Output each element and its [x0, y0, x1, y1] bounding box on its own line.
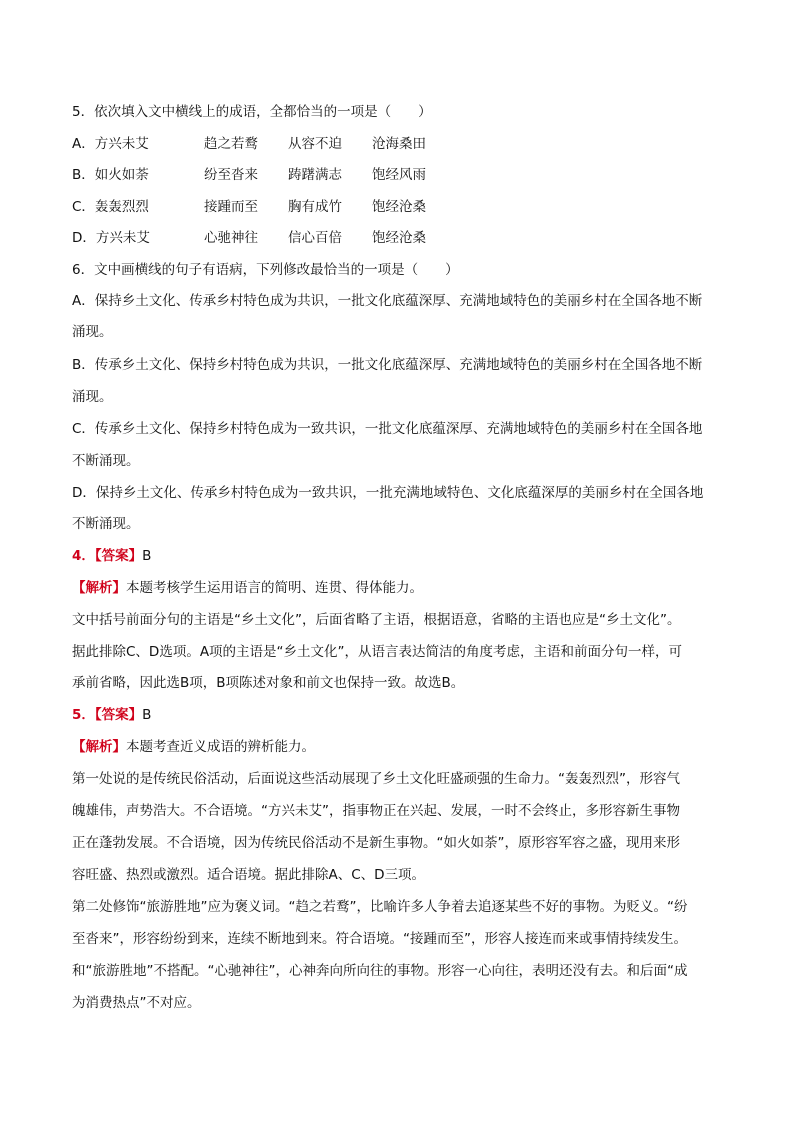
analysis-4-tag: 【解析】	[72, 580, 126, 596]
analysis-5-line5: 第二处修饰“旅游胜地”应为褒义词。“趋之若鹜”，比喻许多人争着去追逐某些不好的事物。为贬义。“纷	[72, 899, 688, 915]
analysis-5-line3: 正在蓬勃发展。不合语境，因为传统民俗活动不是新生事物。“如火如荼”，原形容军容之盛，现用来形	[72, 835, 680, 851]
analysis-5-line6: 至沓来”，形容纷纷到来，连续不断地到来。符合语境。“接踵而至”，形容人接连而来或事情持续发生。	[72, 931, 687, 947]
analysis-5-line7: 和“旅游胜地”不搭配。“心驰神往”，心神奔向所向往的事物。形容一心向往，表明还没有去。和后面“成	[72, 963, 688, 979]
q5-option-b-c2: 纷至沓来	[204, 167, 258, 183]
answer-5-letter: B	[142, 707, 152, 723]
analysis-5-line8: 为消费热点”不对应。	[72, 995, 201, 1011]
analysis-5-tag: 【解析】	[72, 739, 126, 755]
q6-option-d-line2: 不断涌现。	[72, 516, 140, 532]
q6-option-b-line2: 涌现。	[72, 389, 113, 405]
answer-5-number: 5．	[72, 707, 95, 723]
q5-option-b-label: B．如火如荼	[72, 167, 149, 183]
answer-5-tag: 【答案】	[94, 707, 143, 723]
q6-option-c-line1: C．传承乡土文化、保持乡村特色成为一致共识，一批文化底蕴深厚、充满地域特色的美丽乡村在全国各地	[72, 421, 703, 437]
q5-option-c-c2: 接踵而至	[204, 199, 258, 215]
analysis-4-line3: 承前省略，因此选B项，B项陈述对象和前文也保持一致。故选B。	[72, 675, 465, 691]
q5-option-a-label: A．方兴未艾	[72, 136, 149, 152]
q5-option-c-label: C．轰轰烈烈	[72, 199, 149, 215]
answer-4-heading	[72, 546, 151, 566]
q5-option-d-c3: 信心百倍	[288, 230, 342, 246]
analysis-5-line4: 容旺盛、热烈或激烈。适合语境。据此排除A、C、D三项。	[72, 867, 426, 883]
q5-option-c-c4: 饱经沧桑	[372, 199, 426, 215]
q6-option-b-line1: B．传承乡土文化、保持乡村特色成为共识，一批文化底蕴深厚、充满地域特色的美丽乡村在全国各地不断	[72, 357, 703, 373]
q5-option-d-label: D．方兴未艾	[72, 230, 150, 246]
q5-option-a-c3: 从容不迫	[288, 136, 342, 152]
q5-option-d-c4: 饱经沧桑	[372, 230, 426, 246]
answer-4-tag: 【答案】	[94, 548, 143, 564]
analysis-4-heading	[72, 578, 423, 598]
q6-option-d-line1: D．保持乡土文化、传承乡村特色成为一致共识，一批充满地域特色、文化底蕴深厚的美丽乡村在全国各地	[72, 485, 704, 501]
q5-option-a-c4: 沧海桑田	[372, 136, 426, 152]
q5-option-a-c2: 趋之若鹜	[204, 136, 258, 152]
analysis-4-line1: 文中括号前面分句的主语是“乡土文化”，后面省略了主语，根据语意，省略的主语也应是“乡土文化”。	[72, 612, 681, 628]
q6-option-c-line2: 不断涌现。	[72, 453, 140, 469]
q5-option-b-c3: 踌躇满志	[288, 167, 342, 183]
q6-option-a-line1: A．保持乡土文化、传承乡村特色成为共识，一批文化底蕴深厚、充满地域特色的美丽乡村在全国各地不断	[72, 293, 703, 309]
analysis-4-line2: 据此排除C、D选项。A项的主语是“乡土文化”，从语言表达简洁的角度考虑，主语和前面分句一样，可	[72, 644, 683, 660]
analysis-4-intro: 本题考核学生运用语言的简明、连贯、得体能力。	[126, 580, 423, 596]
answer-4-number: 4．	[72, 548, 95, 564]
q6-stem: 6．文中画横线的句子有语病，下列修改最恰当的一项是（ ）	[72, 262, 459, 278]
q5-stem: 5．依次填入文中横线上的成语，全都恰当的一项是（ ）	[72, 104, 432, 120]
analysis-5-intro: 本题考查近义成语的辨析能力。	[126, 739, 315, 755]
q5-option-c-c3: 胸有成竹	[288, 199, 342, 215]
q6-option-a-line2: 涌现。	[72, 324, 113, 340]
analysis-5-line1: 第一处说的是传统民俗活动，后面说这些活动展现了乡土文化旺盛顽强的生命力。“轰轰烈烈”，形容气	[72, 771, 680, 787]
q5-option-b-c4: 饱经风雨	[372, 167, 426, 183]
analysis-5-heading	[72, 737, 315, 757]
analysis-5-line2: 魄雄伟，声势浩大。不合语境。“方兴未艾”，指事物正在兴起、发展，一时不会终止，多形容新生事物	[72, 803, 680, 819]
answer-5-heading	[72, 705, 151, 725]
answer-4-letter: B	[142, 548, 152, 564]
q5-option-d-c2: 心驰神往	[204, 230, 258, 246]
